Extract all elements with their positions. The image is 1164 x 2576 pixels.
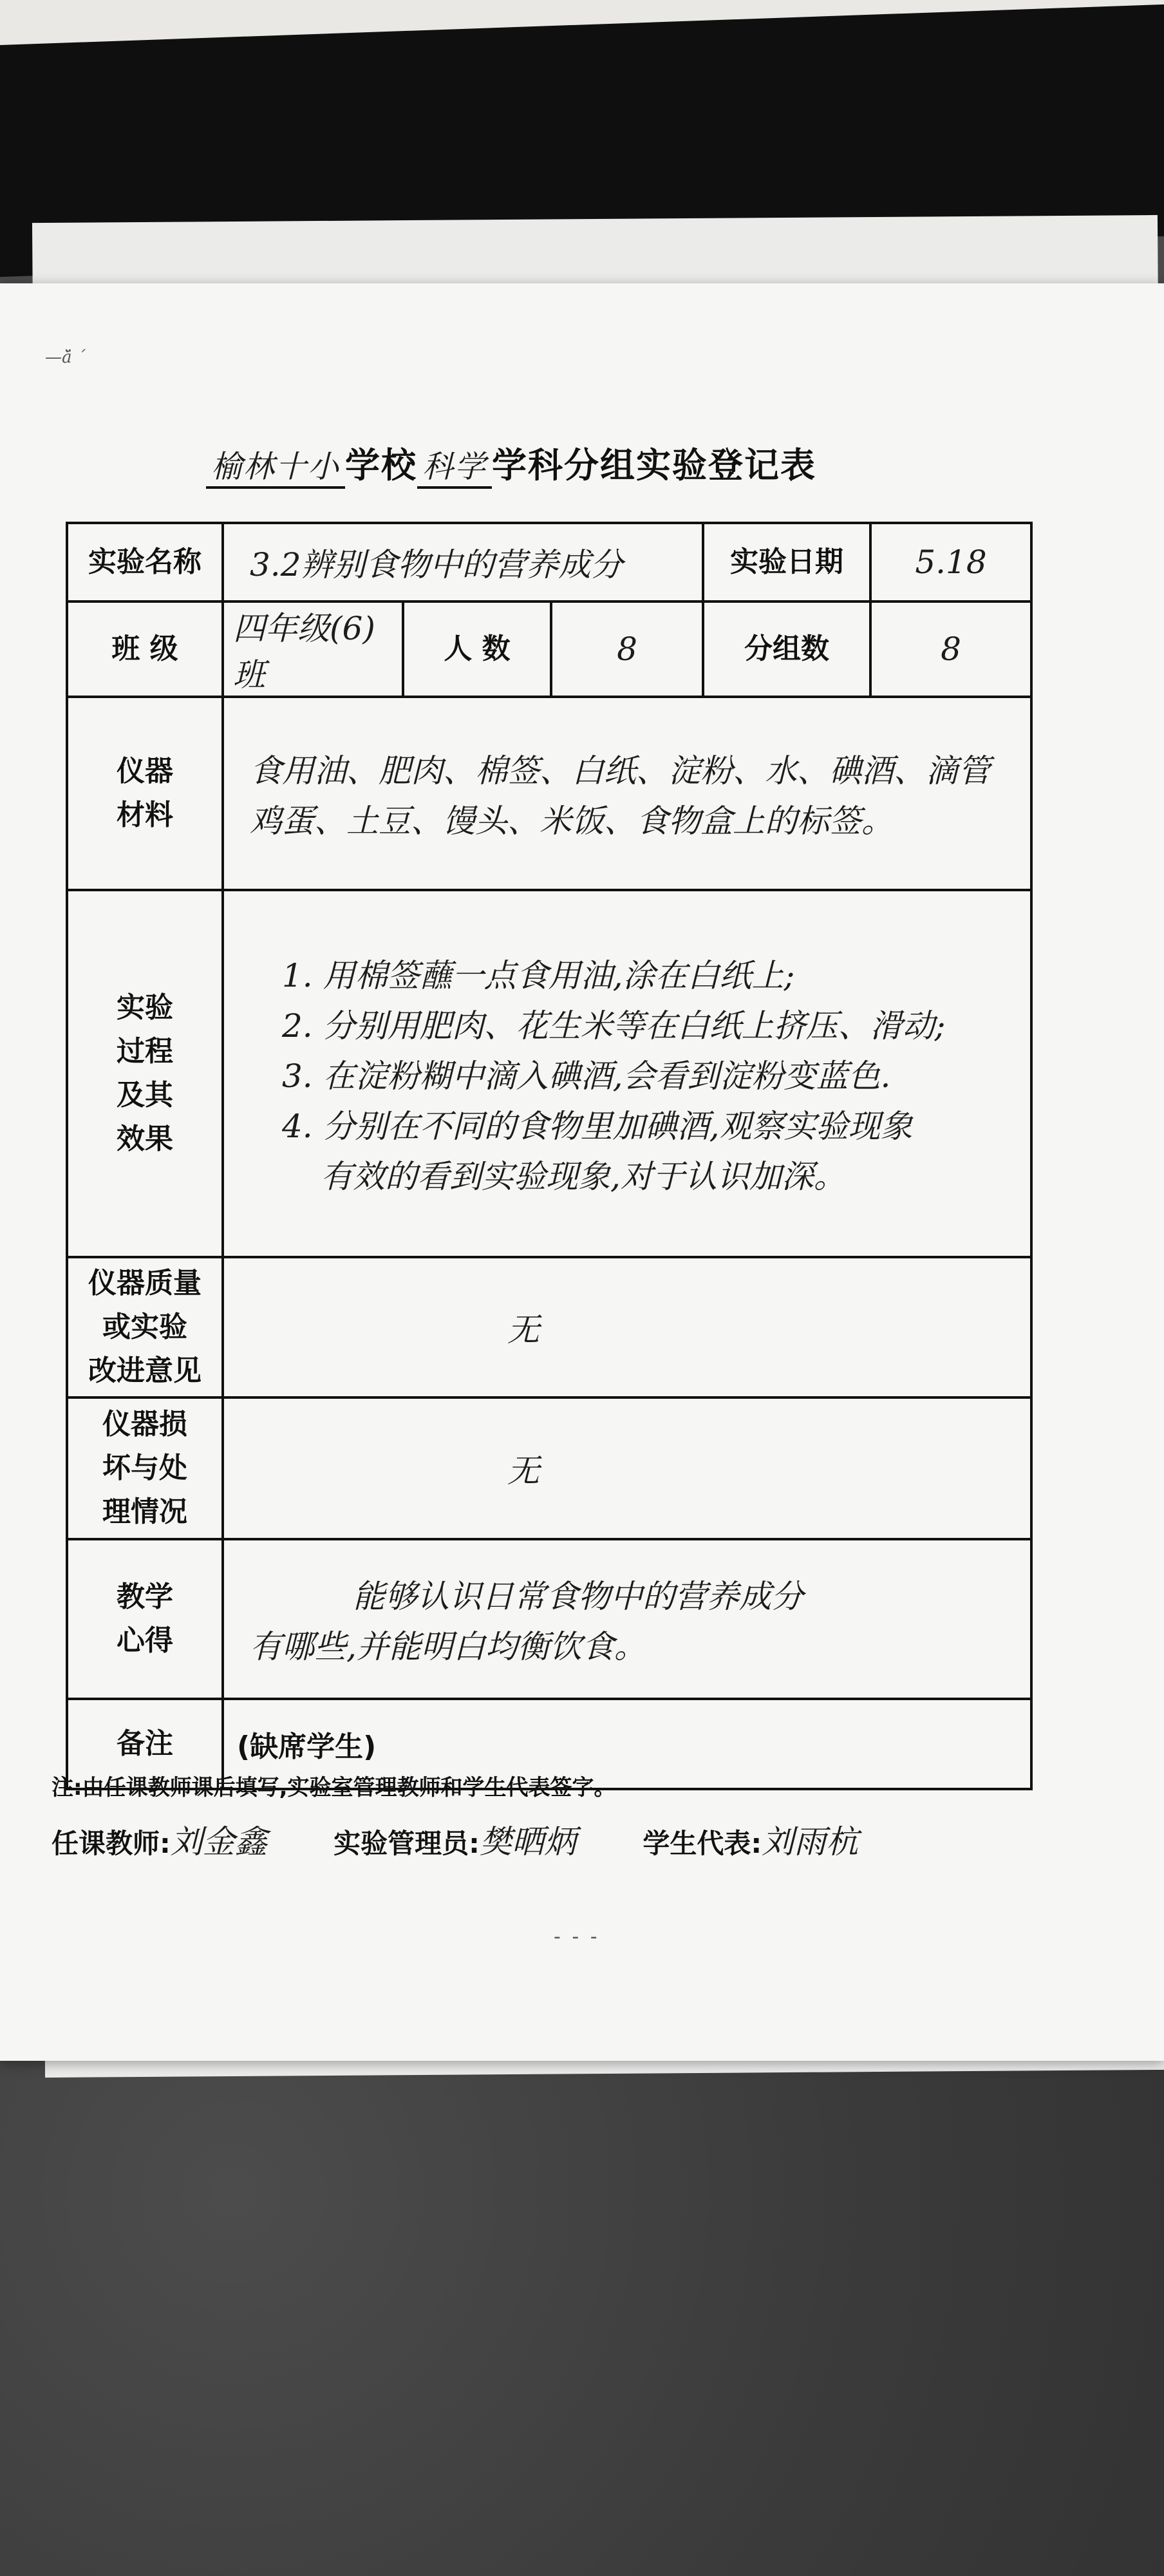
- label-teaching-line: 心得: [117, 1624, 173, 1657]
- label-experiment-name: 实验名称: [67, 523, 223, 601]
- label-equipment-line: 材料: [117, 799, 173, 831]
- admin-label: 实验管理员:: [333, 1828, 480, 1859]
- admin-signature: 樊晒炳: [479, 1823, 576, 1861]
- process-step: 有效的看到实验现象,对于认识加深。: [321, 1158, 846, 1195]
- student-signature: 刘雨杭: [762, 1823, 859, 1861]
- label-damage-line: 仪器损: [102, 1407, 187, 1441]
- process-step: 3. 在淀粉糊中滴入碘酒,会看到淀粉变蓝色.: [282, 1057, 891, 1095]
- value-people-count: 8: [551, 601, 703, 697]
- label-teaching-line: 教学: [117, 1580, 173, 1613]
- experiment-record-table: [66, 522, 1033, 1790]
- value-experiment-name: 3.2辨别食物中的营养成分: [223, 523, 703, 601]
- subject-name: 科学: [417, 442, 492, 489]
- equipment-line: 食用油、肥肉、棉签、白纸、淀粉、水、碘酒、滴管: [250, 752, 990, 790]
- label-improvement-line: 或实验: [102, 1310, 187, 1343]
- row-equipment: [67, 697, 1031, 890]
- label-class: 班 级: [67, 601, 223, 697]
- value-damage: 无: [223, 1397, 1031, 1539]
- row-teaching: [67, 1539, 1031, 1699]
- background-leather-surface: [0, 2029, 1164, 2576]
- label-improvement-line: 改进意见: [88, 1354, 202, 1388]
- label-process: [67, 890, 223, 1257]
- value-process: [223, 890, 1031, 1257]
- teaching-line: 能够认识日常食物中的营养成分: [353, 1578, 803, 1615]
- teacher-signature: 刘金鑫: [170, 1823, 267, 1861]
- equipment-line: 鸡蛋、土豆、馒头、米饭、食物盒上的标签。: [250, 802, 894, 840]
- form-title: [206, 438, 979, 489]
- label-remarks: 备注: [67, 1699, 223, 1789]
- registration-form-sheet: [0, 283, 1164, 2061]
- value-experiment-date: 5.18: [870, 523, 1031, 601]
- process-step: 1. 用棉签蘸一点食用油,涂在白纸上;: [282, 957, 795, 994]
- label-process-line: 效果: [117, 1122, 173, 1156]
- bottom-mark: - - -: [554, 1926, 600, 1948]
- teacher-label: 任课教师:: [52, 1828, 171, 1859]
- process-step: 2. 分别用肥肉、花生米等在白纸上挤压、滑动;: [282, 1007, 946, 1045]
- label-process-line: 过程: [117, 1034, 173, 1068]
- label-teaching: [67, 1539, 223, 1699]
- teaching-line: 有哪些,并能明白均衡饮食。: [250, 1628, 646, 1665]
- value-group-count: 8: [870, 601, 1031, 697]
- row-class: [67, 601, 1031, 697]
- value-teaching: [223, 1539, 1031, 1699]
- value-class: 四年级(6)班: [223, 601, 403, 697]
- row-experiment-name: [67, 523, 1031, 601]
- label-improvement: [67, 1257, 223, 1397]
- label-damage: [67, 1397, 223, 1539]
- label-damage-line: 理情况: [102, 1495, 187, 1529]
- label-damage-line: 坏与处: [102, 1451, 187, 1484]
- label-improvement-line: 仪器质量: [88, 1266, 202, 1300]
- value-improvement: 无: [223, 1257, 1031, 1397]
- row-improvement: [67, 1257, 1031, 1397]
- school-suffix: 学校: [345, 445, 418, 486]
- teacher-signature-group: [52, 1816, 267, 1862]
- signature-row: [52, 1816, 1114, 1862]
- label-equipment: [67, 697, 223, 890]
- value-remarks: (缺席学生): [223, 1699, 1031, 1789]
- student-signature-group: [643, 1816, 858, 1862]
- footer-note: 注:由任课教师课后填写,实验室管理教师和学生代表签字。: [52, 1775, 616, 1801]
- corner-scribble: —ǎ̈ ˊ: [45, 348, 86, 367]
- title-rest: 学科分组实验登记表: [492, 445, 817, 486]
- label-process-line: 实验: [117, 990, 173, 1024]
- student-label: 学生代表:: [643, 1828, 762, 1859]
- label-equipment-line: 仪器: [117, 754, 173, 788]
- process-step: 4. 分别在不同的食物里加碘酒,观察实验现象: [282, 1108, 913, 1145]
- row-process: [67, 890, 1031, 1257]
- school-name: 榆林十小: [206, 442, 345, 489]
- row-damage: [67, 1397, 1031, 1539]
- label-people-count: 人 数: [403, 601, 551, 697]
- label-group-count: 分组数: [703, 601, 870, 697]
- value-equipment: [223, 697, 1031, 890]
- admin-signature-group: [333, 1816, 576, 1862]
- label-experiment-date: 实验日期: [703, 523, 870, 601]
- label-process-line: 及其: [117, 1079, 173, 1112]
